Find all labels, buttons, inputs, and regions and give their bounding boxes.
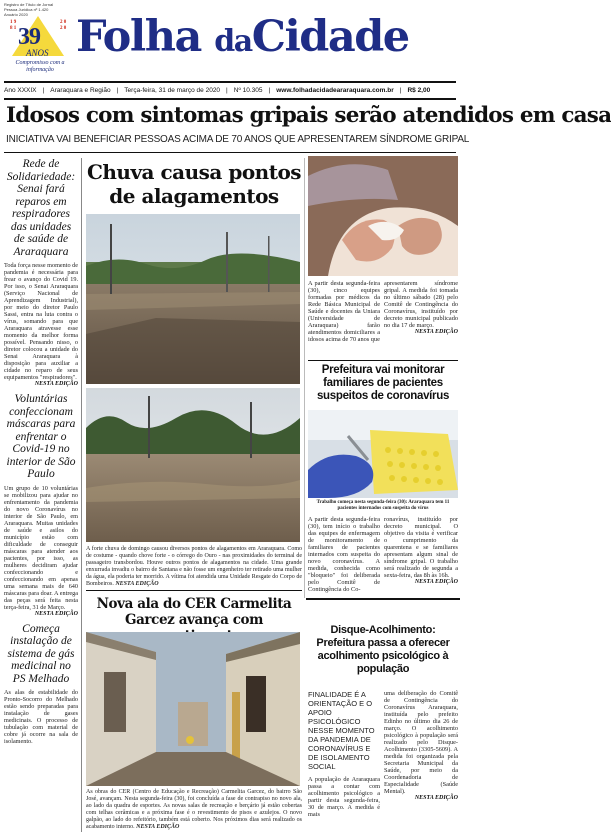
familiares-title[interactable]: Prefeitura vai monitorar familiares de pacientes suspeitos de coronavírus [316,364,450,402]
disque-body-col2-wrapper [384,690,458,801]
idosos-body-col2-wrapper [384,280,458,335]
gas-story-body: As alas de estabilidade do Pronto-Socorro do Melhado estão sendo preparadas para instalação de gases medicinais. O processo de tubulação com material de cobre já ocorre na sala de isolamento. [4,689,78,745]
price-label: R$ 2,00 [407,86,431,94]
year-label: Ano XXXIX [4,86,37,94]
familiares-body-col2: ronavírus, instituído por decreto municipal. O objetivo da visita é verificar o cumprimento da quarentena e se familiares apresentam algum sinal de síndrome gripal. O trabalho será realizado de segunda a sexta-feira, das 8h às 16h. [384,516,458,579]
disque-lead: FINALIDADE É A ORIENTAÇÃO E O APOIO PSICOLÓGICO NESSE MOMENTO DA PANDEMIA DE CORONAVÍRUS E DE ISOLAMENTO SOCIAL [308,690,375,771]
separator: | [116,86,119,94]
flood-photo-1[interactable] [86,214,300,384]
cer-title[interactable]: Nova ala do CER Carmelita Garcez avança com [96,596,292,628]
disque-body-col1: A população de Araraquara passa a contar com acolhimento psicológico a partir desta segunda-feira, 30 de março. A medida é mais [308,776,380,818]
familiares-body-col1: A partir desta segunda-feira (30), tem início o trabalho das equipes de enfermagem de monitoramento de familiares de pacientes internados com suspeita do novo coronavírus. A medida, conhecida como "bloqueio" foi deliberada pelo Comitê de Contingência do Co- [308,516,380,593]
lab-photo-image [308,410,458,498]
chuva-edition-tag: NESTA EDIÇÃO [115,581,159,587]
mascaras-edition-tag: NESTA EDIÇÃO [34,610,78,617]
chuva-caption [86,546,302,588]
idosos-edition-tag: NESTA EDIÇÃO [414,329,458,335]
flood-photo-2[interactable] [86,388,300,542]
left-column [4,158,78,745]
gas-story-title[interactable]: Começa instalação de sistema de gás medicinal no PS Melhado [7,622,75,685]
familiares-edition-tag: NESTA EDIÇÃO [414,579,458,585]
separator: | [226,86,228,94]
mascaras-story-title[interactable]: Voluntárias confeccionam máscaras para enfrentar o Covid-19 no interior de São Paulo [6,393,76,480]
senai-story-body: Toda força nesse momento de pandemia é necessária para frear o avanço do Covid 19. Por isso, o Senai Araraquara (Serviço Nacional de Aprendizagem Industrial), por meio do diretor Paulo Sassi, entra na luta contra o vírus, somando para que Araraquara atravesse esse momento da melhor forma possível. Pensando nisso, o diretor colocou a unidade do Senai Araraquara à disposição para auxiliar a cidade no reparo de seus equipamentos "respiradores". [4,262,78,381]
elderly-hands-photo[interactable] [308,156,458,276]
anniversary-left-marks: 1 9 8 1 [10,20,17,31]
newspaper-logo[interactable] [76,8,409,71]
chuva-bottom-rule [86,590,302,591]
main-subhead: INICIATIVA VAI BENEFICIAR PESSOAS ACIMA DE 70 ANOS QUE APRESENTAREM SÍNDROME GRIPAL [6,134,470,145]
main-headline[interactable]: Idosos com sintomas gripais serão atendidos em casa [6,103,611,128]
cer-edition-tag: NESTA EDIÇÃO [136,824,180,830]
headline-rule [4,152,456,153]
disque-body-col2: uma deliberação do Comitê de Contingência do Coronavírus Araraquara, instituída pelo prefeito Edinho no último dia 26 de março. O acolhimento psicológico à população será realizado pelo Disque-Acolhimento (3305-5609). A medida foi organizada pela Secretaria Municipal da Saúde, por meio da Coordenadoria de Especialidade (Saúde Mental). [384,690,458,795]
flood-photo-2-image [86,388,300,542]
anniversary-small-text: Registro de Título de Jornal Pessoa Jurídica nº 1.420 Anuário 2020 [4,2,54,17]
elderly-hands-image [308,156,458,276]
senai-edition-tag: NESTA EDIÇÃO [34,381,78,387]
separator: | [399,86,402,94]
topbar-rule [4,98,456,100]
lab-photo[interactable] [308,410,458,498]
right-column-divider [304,158,305,598]
logo-part-da: da [214,24,252,59]
mascaras-story-body: Um grupo de 10 voluntárias se mobilizou para ajudar no enfrentamento da pandemia do novo Coronavírus no interior de São Paulo, em Araraquara. Muitas unidades de saúde e asilos do município estão com dificuldade de conseguir máscaras para atender aos pacientes, por isso, as mulheres decidiram ajudar confeccionando e confeccionando em apenas uma semana mais de 640 máscaras para doar. A entrega das peças será feita nesta terça-feira, 31 de Março. [4,484,78,611]
chuva-title[interactable]: Chuva causa pontos de alagamentos [86,160,302,208]
cer-caption [86,789,302,831]
site-link[interactable]: www.folhadacidadeararaquara.com.br [276,86,394,94]
topbar [4,82,456,98]
idosos-body-col2: apresentarem síndrome gripal. A medida foi tomada no último sábado (28) pelo Comitê de Contingência do Coronavírus, instituído por decreto municipal publicado no dia 17 de março. [384,280,458,329]
cer-caption-text: As obras do CER (Centro de Educação e Recreação) Carmelita Garcez, do bairro São José, avançam. Nesta segunda-feira (30), foi concluída a fase de contrapiso no novo ala, ao lado da quadra de esportes. As novas salas de recreação e berçário já estão cobertas com telhas cerâmicas e a próxima fase é o revestimento de pisos e azulejos. O novo galpão, ao lado do refeitório, também está coberto. Nos próximos dias será realizado os acabamento interno. [86,789,302,830]
disque-title[interactable]: Disque-Acolhimento: Prefeitura passa a oferecer acolhimento psicológico à população [316,624,450,675]
idosos-bottom-rule [308,360,458,361]
idosos-body-col1: A partir desta segunda-feira (30), cinco equipes formadas por médicos da Rede Básica Municipal de Saúde e docentes da Uniara (Universidade de Araraquara) farão atendimentos domiciliares a idosos acima de 70 anos que [308,280,380,343]
masthead [0,0,460,82]
chuva-caption-text: A forte chuva de domingo causou diversos pontos de alagamentos em Araraquara. Como de costume - quando chove forte - o córrego do Ouro - nas proximidades do terminal de passageiro transbordou. Houve outros pontos de alagamentos na cidade. Uma grande enxurrada invadiu o bairro de Santana e não fosse um engenheiro ter retirado uma mulher da água, ela poderia ter morrido. A vítima foi atendida uma Unidade Resgate do Corpo de Bombeiros. [86,546,302,587]
familiares-body-col2-wrapper [384,516,458,585]
separator: | [42,86,45,94]
lab-photo-caption: Trabalho começa nesta segunda-feira (30): Araraquara tem 11 pacientes internados com suspeita do vírus [316,500,450,511]
issue-number: Nº 10.305 [233,86,263,94]
separator: | [268,86,271,94]
anniversary-tagline: Compromisso com a informação [15,60,65,73]
anniversary-label: ANOS [26,48,49,58]
cer-photo-image [86,632,300,786]
left-column-divider [81,158,82,832]
date-label: Terça-feira, 31 de março de 2020 [124,86,221,94]
anniversary-seal [4,2,72,78]
logo-part-a: Folha [76,12,215,62]
city-label: Araraquara e Região [50,86,111,94]
flood-photo-1-image [86,214,300,384]
logo-part-b: Cidade [251,12,409,62]
senai-story-title[interactable]: Rede de Solidariedade: Senai fará reparos em respiradores das unidades de saúde de Araraquara [6,158,76,258]
anniversary-right-marks: 2 0 2 0 [60,20,67,31]
anniversary-number: 39 [18,24,40,50]
disque-edition-tag: NESTA EDIÇÃO [414,795,458,801]
cer-photo[interactable] [86,632,300,786]
